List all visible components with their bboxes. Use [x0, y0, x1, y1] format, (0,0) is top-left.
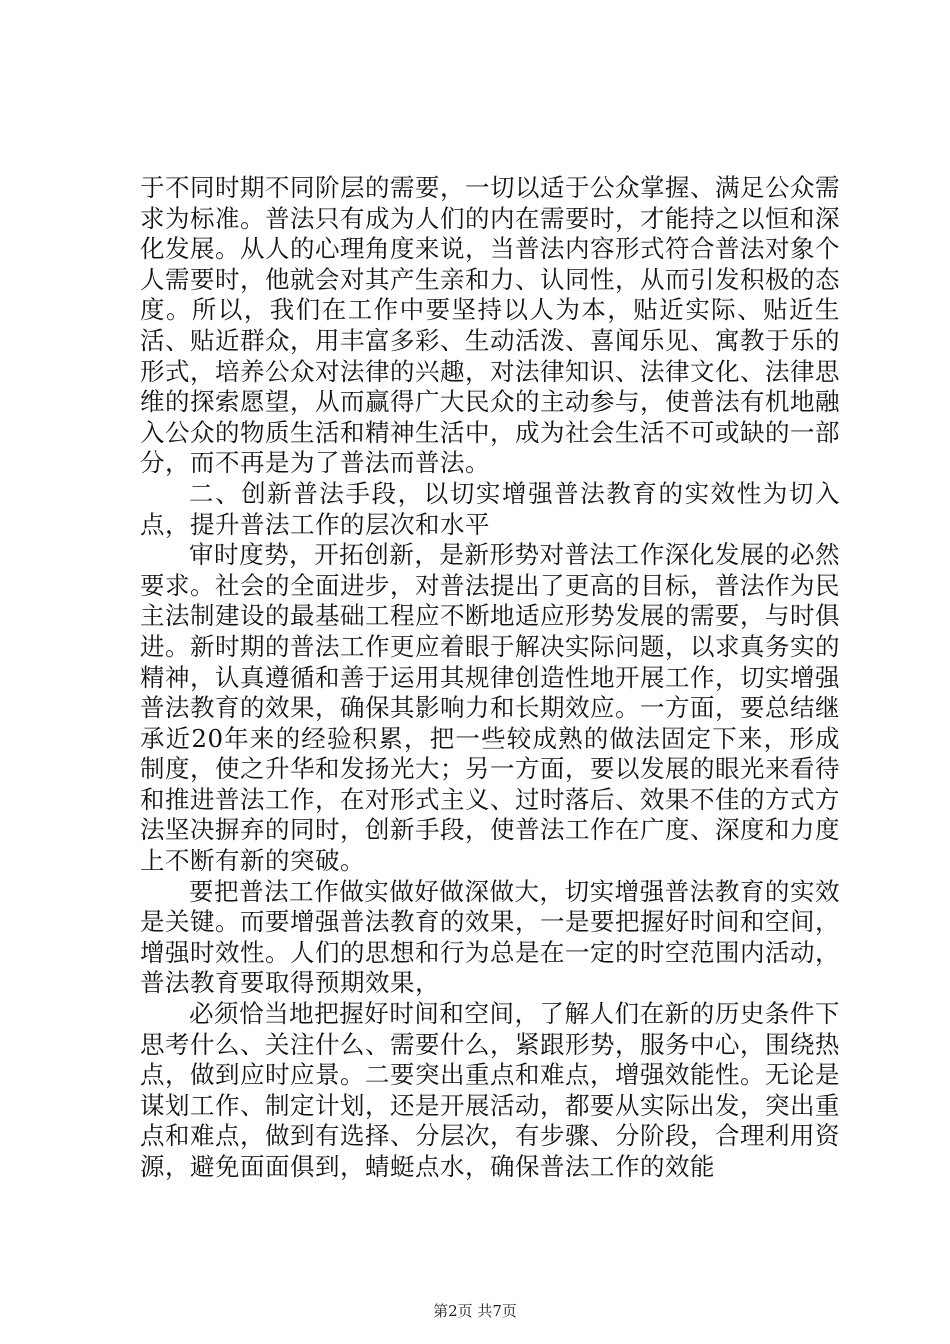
paragraph-4: 必须恰当地把握好时间和空间，了解人们在新的历史条件下思考什么、关注什么、需要什么，紧跟形势，服务中心，围绕热点，做到应时应景。二要突出重点和难点，增强效能性。无论是谋划工作、制定计划，还是开展活动，都要从实际出发，突出重点和难点，做到有选择、分层次，有步骤、分阶段，合理利用资源，避免面面俱到，蜻蜓点水，确保普法工作的效能 [140, 999, 840, 1181]
paragraph-1: 于不同时期不同阶层的需要，一切以适于公众掌握、满足公众需求为标准。普法只有成为人们的内在需要时，才能持之以恒和深化发展。从人的心理角度来说，当普法内容形式符合普法对象个人需要时，他就会对其产生亲和力、认同性，从而引发积极的态度。所以，我们在工作中要坚持以人为本，贴近实际、贴近生活、贴近群众，用丰富多彩、生动活泼、喜闻乐见、寓教于乐的形式，培养公众对法律的兴趣，对法律知识、法律文化、法律思维的探索愿望，从而赢得广大民众的主动参与，使普法有机地融入公众的物质生活和精神生活中，成为社会生活不可或缺的一部分，而不再是为了普法而普法。 [140, 173, 840, 478]
document-body [140, 173, 840, 1183]
page-footer: 第2页 共7页 [433, 1302, 517, 1320]
section-heading: 二、创新普法手段，以切实增强普法教育的实效性为切入点，提升普法工作的层次和水平 [140, 478, 840, 539]
paragraph-2: 审时度势，开拓创新，是新形势对普法工作深化发展的必然要求。社会的全面进步，对普法提出了更高的目标，普法作为民主法制建设的最基础工程应不断地适应形势发展的需要，与时俱进。新时期的普法工作更应着眼于解决实际问题，以求真务实的精神，认真遵循和善于运用其规律创造性地开展工作，切实增强普法教育的效果，确保其影响力和长期效应。一方面，要总结继承近20年来的经验积累，把一些较成熟的做法固定下来，形成制度，使之升华和发扬光大；另一方面，要以发展的眼光来看待和推进普法工作，在对形式主义、过时落后、效果不佳的方式方法坚决摒弃的同时，创新手段，使普法工作在广度、深度和力度上不断有新的突破。 [140, 540, 840, 876]
paragraph-3: 要把普法工作做实做好做深做大，切实增强普法教育的实效是关键。而要增强普法教育的效果，一是要把握好时间和空间，增强时效性。人们的思想和行为总是在一定的时空范围内活动，普法教育要取得预期效果， [140, 876, 840, 998]
